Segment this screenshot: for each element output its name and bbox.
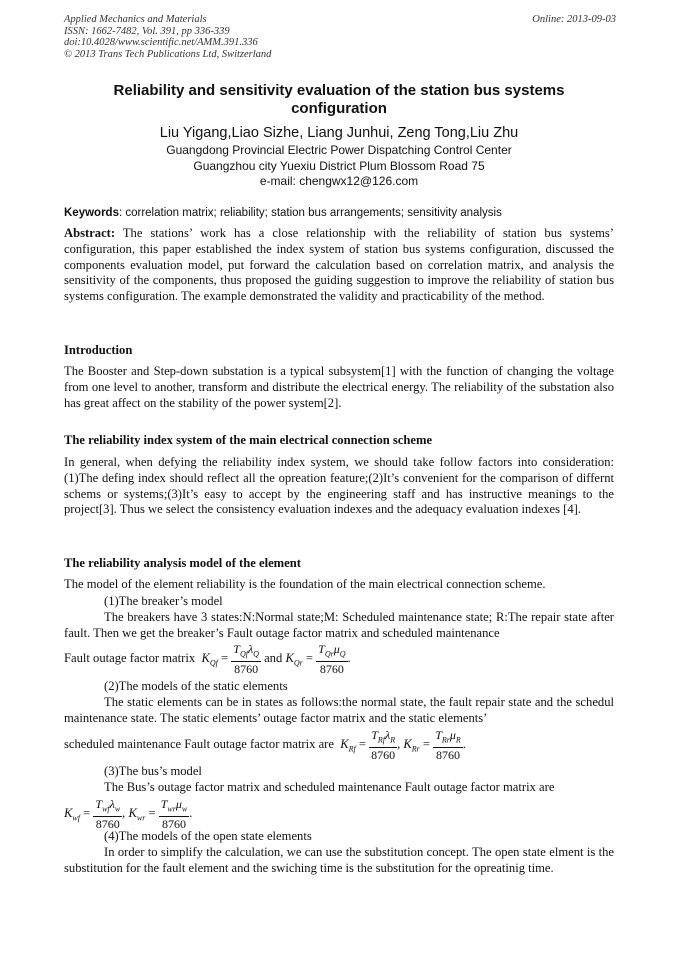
fraction-krr: $\frac{T_{Rr}\mu_R}{8760}$: [435, 728, 461, 763]
affiliation-email: e-mail: chengwx12@126.com: [259, 174, 419, 188]
breaker-equation: Fault outage factor matrix $K_{Qf}$ = $\frac{T_{Qf}\lambda_Q}{8760}$ and $K_{Qr}$ = $\frac{T_{Qr}\mu_Q}{8760}$ .: [64, 642, 351, 677]
breaker-title: (1)The breaker’s model: [104, 594, 223, 608]
keywords: [64, 206, 616, 220]
bus-title: (3)The bus’s model: [104, 764, 202, 778]
online-date: Online: 2013-09-03: [532, 14, 616, 25]
static-eq-prefix: scheduled maintenance Fault outage factor matrix are: [64, 737, 334, 752]
intro-paragraph: The Booster and Step-down substation is a typical subsystem[1] with the function of changing the voltage from one level to another, transform and distribute the electrical energy. The reliability of the substation also has great affect on the stability of the power system[2].: [64, 364, 614, 410]
abstract: [64, 226, 614, 305]
journal-doi: doi:10.4028/www.scientific.net/AMM.391.336: [64, 37, 258, 48]
abstract-text: The stations’ work has a close relationship with the reliability of station bus systems’ configuration, this paper established the index system of station bus systems configuration, discussed the components evaluation model, put forward the calculation based on correlation matrix, and analysis the sensitivity of the components, thus proposed the guiding suggestion to improve the reliability of station bus systems configuration. The example demonstrated the validity and practicability of the method.: [64, 226, 614, 304]
fraction-kqf: $\frac{T_{Qf}\lambda_Q}{8760}$: [233, 642, 259, 677]
abstract-label: Abstract:: [64, 226, 116, 240]
breaker-eq-prefix: Fault outage factor matrix: [64, 651, 196, 666]
bus-equation: $K_{wf}$ = $\frac{T_{wf}\lambda_w}{8760}$ , $K_{wr}$ = $\frac{T_{wr}\mu_w}{8760}$ .: [64, 797, 193, 832]
affiliation: [64, 143, 614, 190]
static-equation: scheduled maintenance Fault outage factor matrix are $K_{Rf}$ = $\frac{T_{Rf}\lambda_R}{8760}$ , $K_{Rr}$ = $\frac{T_{Rr}\mu_R}{8760}$ .: [64, 728, 466, 763]
journal-name: Applied Mechanics and Materials: [64, 14, 207, 25]
fraction-kwr: $\frac{T_{wr}\mu_w}{8760}$: [160, 797, 188, 832]
paper-title-line2: configuration: [291, 100, 387, 117]
paper-title: [64, 82, 614, 118]
model-intro: The model of the element reliability is the foundation of the main electrical connection scheme.: [64, 577, 546, 591]
static-paragraph: The static elements can be in states as follows:the normal state, the fault repair state and the schedul maintenance state. The static elements’ outage factor matrix and the static elements’: [64, 695, 614, 725]
fraction-krf: $\frac{T_{Rf}\lambda_R}{8760}$: [371, 728, 396, 763]
open-paragraph: In order to simplify the calculation, we can use the substitution concept. The open state elment is the substitution for the fault element and the swiching time is the substitution for the opreatinig time.: [64, 845, 614, 875]
affiliation-org: Guangdong Provincial Electric Power Dispatching Control Center: [166, 143, 512, 157]
static-title: (2)The models of the static elements: [104, 679, 288, 693]
journal-header: [64, 14, 616, 60]
bus-paragraph: The Bus’s outage factor matrix and scheduled maintenance Fault outage factor matrix are: [104, 780, 555, 794]
journal-copyright: © 2013 Trans Tech Publications Ltd, Switzerland: [64, 48, 272, 60]
index-paragraph: In general, when defying the reliability index system, we should take follow factors into consideration:(1)The defing index should reflect all the opreation feature;(2)It’s convenient for the comparison of differnt schems or systems;(3)It’s easy to accept by the engineering staff and has instructive meanings to the project[3]. Thus we select the consistency evaluation indexes and the adequacy evaluation indexes [4].: [64, 455, 614, 517]
author-list: Liu Yigang,Liao Sizhe, Liang Junhui, Zeng Tong,Liu Zhu: [159, 125, 519, 141]
fraction-kwf: $\frac{T_{wf}\lambda_w}{8760}$: [95, 797, 121, 832]
affiliation-address: Guangzhou city Yuexiu District Plum Blossom Road 75: [193, 158, 485, 173]
keywords-label: Keywords: [64, 207, 119, 219]
breaker-paragraph: The breakers have 3 states:N:Normal state;M: Scheduled maintenance state; R:The repair state after fault. Then we get the breaker’s Fault outage factor matrix and scheduled maintenance: [64, 610, 614, 640]
model-heading: The reliability analysis model of the element: [64, 556, 301, 570]
intro-heading: Introduction: [64, 343, 133, 357]
index-heading: The reliability index system of the main electrical connection scheme: [64, 433, 433, 447]
fraction-kqr: $\frac{T_{Qr}\mu_Q}{8760}$: [318, 642, 346, 677]
keywords-text: : correlation matrix; reliability; station bus arrangements; sensitivity analysis: [118, 207, 502, 219]
paper-title-line1: Reliability and sensitivity evaluation of the station bus systems: [113, 82, 565, 99]
breaker-eq-and: and: [264, 651, 283, 666]
open-title: (4)The models of the open state elements: [104, 829, 312, 843]
journal-issn: ISSN: 1662-7482, Vol. 391, pp 336-339: [64, 25, 230, 37]
